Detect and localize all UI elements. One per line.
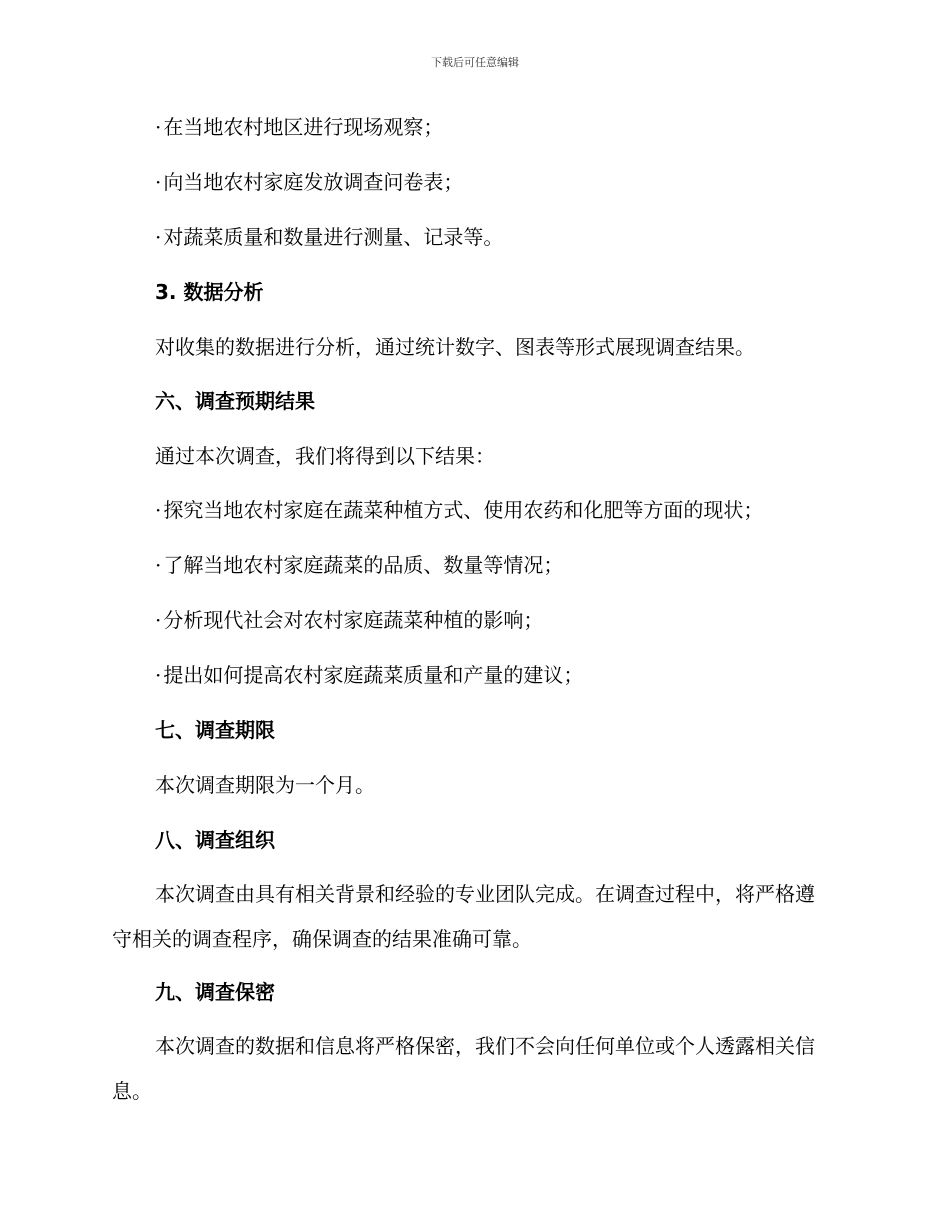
organization-text: 本次调查由具有相关背景和经验的专业团队完成。在调查过程中，将严格遵守相关的调查程序，确保调查的结果准确可靠。 [112, 882, 815, 951]
section-heading-organization: 八、调查组织 [155, 828, 275, 852]
section-heading-data-analysis: 3. 数据分析 [155, 280, 264, 304]
result-item-suggestions: · 提出如何提高农村家庭蔬菜质量和产量的建议； [155, 661, 583, 689]
period-text: 本次调查期限为一个月。 [155, 773, 375, 797]
bullet-item-observation: · 在当地农村地区进行现场观察； [155, 113, 443, 141]
result-item-influence: · 分析现代社会对农村家庭蔬菜种植的影响； [155, 606, 543, 634]
result-item-status: · 探究当地农村家庭在蔬菜种植方式、使用农药和化肥等方面的现状； [155, 496, 763, 524]
result-item-quality: · 了解当地农村家庭蔬菜的品质、数量等情况； [155, 551, 563, 579]
section-heading-expected-results: 六、调查预期结果 [155, 389, 315, 413]
bullet-item-measurement: · 对蔬菜质量和数量进行测量、记录等。 [155, 223, 503, 251]
page-header: 下载后可任意编辑 [431, 56, 519, 69]
bullet-item-questionnaire: · 向当地农村家庭发放调查问卷表； [155, 168, 463, 196]
section-heading-period: 七、调查期限 [155, 718, 275, 742]
data-analysis-text: 对收集的数据进行分析，通过统计数字、图表等形式展现调查结果。 [155, 335, 755, 359]
section-heading-confidentiality: 九、调查保密 [155, 980, 275, 1004]
expected-results-intro: 通过本次调查，我们将得到以下结果： [155, 444, 495, 468]
confidentiality-text: 本次调查的数据和信息将严格保密，我们不会向任何单位或个人透露相关信息。 [112, 1034, 815, 1103]
